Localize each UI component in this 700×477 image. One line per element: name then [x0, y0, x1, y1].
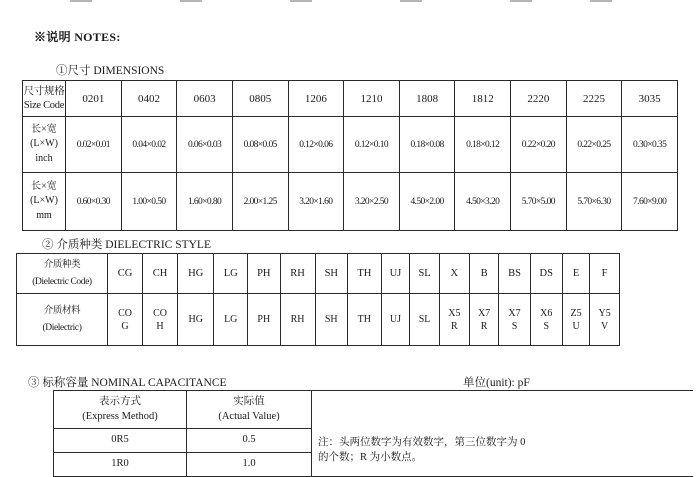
table-cell: 5.70×5.00 [511, 173, 567, 231]
table-cell: 3.20×2.50 [344, 173, 400, 231]
table-cell: 0.5 [187, 429, 312, 453]
size-code-cell: 0603 [177, 81, 233, 117]
dielectric-code-cell: LG [214, 254, 248, 294]
dielectric-material-cell: X5 R [439, 294, 469, 346]
table-cell: 0.12×0.10 [344, 117, 400, 173]
table-cell: 0.18×0.08 [399, 117, 455, 173]
size-code-cell: 1808 [399, 81, 455, 117]
dielectric-material-cell: SH [315, 294, 347, 346]
table-cell: 0.30×0.35 [622, 117, 678, 173]
dielectric-material-cell: X7 R [469, 294, 499, 346]
capacitance-section-title: ③ 标称容量 NOMINAL CAPACITANCE [28, 377, 227, 389]
dielectric-code-cell: UJ [381, 254, 409, 294]
dielectric-code-cell: DS [530, 254, 562, 294]
dielectric-code-cell: RH [280, 254, 315, 294]
table-cell: 1R0 [54, 453, 187, 477]
table-cell: 0.12×0.06 [288, 117, 344, 173]
actual-value-header: 实际值 (Actual Value) [187, 391, 312, 429]
dielectric-material-cell: X6 S [530, 294, 562, 346]
dielectric-material-cell: TH [348, 294, 382, 346]
dimensions-table [22, 80, 678, 231]
size-code-cell: 2220 [511, 81, 567, 117]
table-cell: 2.00×1.25 [232, 173, 288, 231]
dimensions-section-title: ①尺寸 DIMENSIONS [56, 65, 165, 77]
dielectric-code-cell: CH [143, 254, 178, 294]
size-code-header: 尺寸规格 Size Code [23, 81, 66, 117]
notes-title: ※说明 NOTES: [34, 30, 121, 44]
size-code-cell: 1812 [455, 81, 511, 117]
dielectric-material-cell: SL [410, 294, 440, 346]
dielectric-table [16, 253, 620, 346]
size-code-cell: 0402 [121, 81, 177, 117]
capacitance-note: 注：头两位数字为有效数字，第三位数字为 0 的个数；R 为小数点。 [312, 391, 694, 477]
dielectric-material-cell: Z5 U [562, 294, 589, 346]
mm-row-label: 长×宽 (L×W) mm [23, 173, 66, 231]
size-code-cell: 2225 [566, 81, 622, 117]
dielectric-code-cell: TH [348, 254, 382, 294]
table-cell: 1.00×0.50 [121, 173, 177, 231]
table-cell: 1.60×0.80 [177, 173, 233, 231]
size-code-cell: 1210 [344, 81, 400, 117]
dielectric-material-cell: PH [248, 294, 280, 346]
table-cell: 3.20×1.60 [288, 173, 344, 231]
dielectric-material-cell: X7 S [499, 294, 530, 346]
dielectric-code-header: 介质种类 (Dielectric Code) [17, 254, 108, 294]
table-cell: 5.70×6.30 [566, 173, 622, 231]
table-cell: 0.22×0.25 [566, 117, 622, 173]
dielectric-code-cell: X [439, 254, 469, 294]
express-method-header: 表示方式 (Express Method) [54, 391, 187, 429]
dielectric-material-header: 介质材料 (Dielectric) [17, 294, 108, 346]
dielectric-code-cell: SL [410, 254, 440, 294]
dielectric-code-cell: E [562, 254, 589, 294]
dielectric-code-cell: F [590, 254, 620, 294]
size-code-cell: 0201 [66, 81, 122, 117]
dielectric-material-cell: CO G [108, 294, 143, 346]
dielectric-code-cell: CG [108, 254, 143, 294]
dielectric-code-cell: SH [315, 254, 347, 294]
table-cell: 0R5 [54, 429, 187, 453]
table-cell: 0.02×0.01 [66, 117, 122, 173]
table-cell: 0.60×0.30 [66, 173, 122, 231]
dielectric-material-cell: CO H [143, 294, 178, 346]
dielectric-material-cell: HG [178, 294, 214, 346]
table-cell: 7.60×9.00 [622, 173, 678, 231]
unit-label: 单位(unit): pF [463, 377, 530, 389]
dielectric-section-title: ② 介质种类 DIELECTRIC STYLE [42, 239, 211, 251]
dielectric-material-cell: Y5 V [590, 294, 620, 346]
dielectric-material-cell: LG [214, 294, 248, 346]
capacitance-table [53, 390, 693, 477]
table-cell: 0.06×0.03 [177, 117, 233, 173]
table-cell: 0.22×0.20 [511, 117, 567, 173]
table-cell: 0.08×0.05 [232, 117, 288, 173]
size-code-cell: 0805 [232, 81, 288, 117]
dielectric-code-cell: BS [499, 254, 530, 294]
dielectric-code-cell: HG [178, 254, 214, 294]
table-cell: 4.50×3.20 [455, 173, 511, 231]
dielectric-material-cell: UJ [381, 294, 409, 346]
dielectric-material-cell: RH [280, 294, 315, 346]
size-code-cell: 1206 [288, 81, 344, 117]
table-cell: 1.0 [187, 453, 312, 477]
inch-row-label: 长×宽 (L×W) inch [23, 117, 66, 173]
dielectric-code-cell: PH [248, 254, 280, 294]
cropped-top-strip [30, 0, 630, 4]
size-code-cell: 3035 [622, 81, 678, 117]
table-cell: 4.50×2.00 [399, 173, 455, 231]
table-cell: 0.18×0.12 [455, 117, 511, 173]
dielectric-code-cell: B [469, 254, 499, 294]
table-cell: 0.04×0.02 [121, 117, 177, 173]
